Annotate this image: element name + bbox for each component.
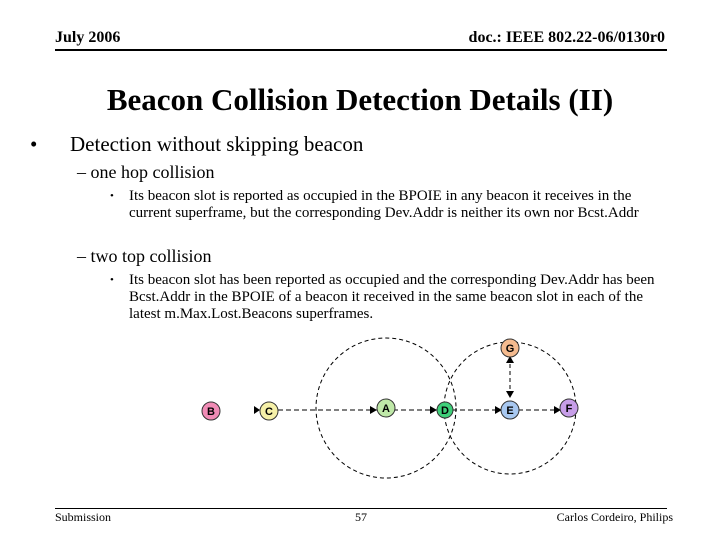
header-date: July 2006 [55,29,121,46]
footer-submission: Submission [55,510,112,524]
bullet-main-text: Detection without skipping beacon [70,132,364,156]
arrowhead-a-icon [370,406,377,414]
footer-page-number: 57 [355,510,367,524]
header-doc-id: doc.: IEEE 802.22-06/0130r0 [468,29,665,46]
bullet-dot-icon: • [30,132,38,156]
node-c [260,402,278,420]
collision-diagram [0,335,720,495]
subbullet-one-hop [77,162,215,183]
footer-divider [55,508,667,509]
node-g-label: G [505,343,515,355]
node-a [377,399,395,417]
header-divider [55,49,667,51]
subbullet-two-hop [77,246,212,267]
node-g [501,339,519,357]
slide-title: Beacon Collision Detection Details (II) [106,82,614,117]
node-e [501,401,519,419]
footer-author: Carlos Cordeiro, Philips [556,510,673,524]
arrowhead-e-up-icon [506,391,514,398]
node-f-label: F [565,403,573,415]
arrowhead-c-icon [254,406,260,414]
subbullet-two-hop-text: two top collision [90,246,212,266]
detail-two-hop-text: Its beacon slot has been reported as occupied and the corresponding Dev.Addr has been Bcst.Addr in the BPOIE of a beacon it received in the same beacon slot in each of the latest m.Max.Lost.Beacons superframes. [129,272,655,322]
node-f [560,399,578,417]
node-b-label: B [207,406,215,418]
detail-one-hop-text: Its beacon slot is reported as occupied in the BPOIE in any beacon it receives in the current superframe, but the corresponding Dev.Addr is neither its own nor Bcst.Addr [129,188,639,221]
dash-icon: – [77,246,91,266]
node-b [202,402,220,420]
bullet-dot-icon: • [110,190,114,202]
node-d-label: D [441,405,449,417]
bullet-dot-icon: • [110,274,114,286]
node-a-label: A [382,403,390,415]
node-c-label: C [265,406,273,418]
arrowhead-d-left-icon [430,406,437,414]
dash-icon: – [77,162,91,182]
node-e-label: E [506,405,514,417]
node-d [437,402,453,418]
subbullet-one-hop-text: one hop collision [90,162,215,182]
